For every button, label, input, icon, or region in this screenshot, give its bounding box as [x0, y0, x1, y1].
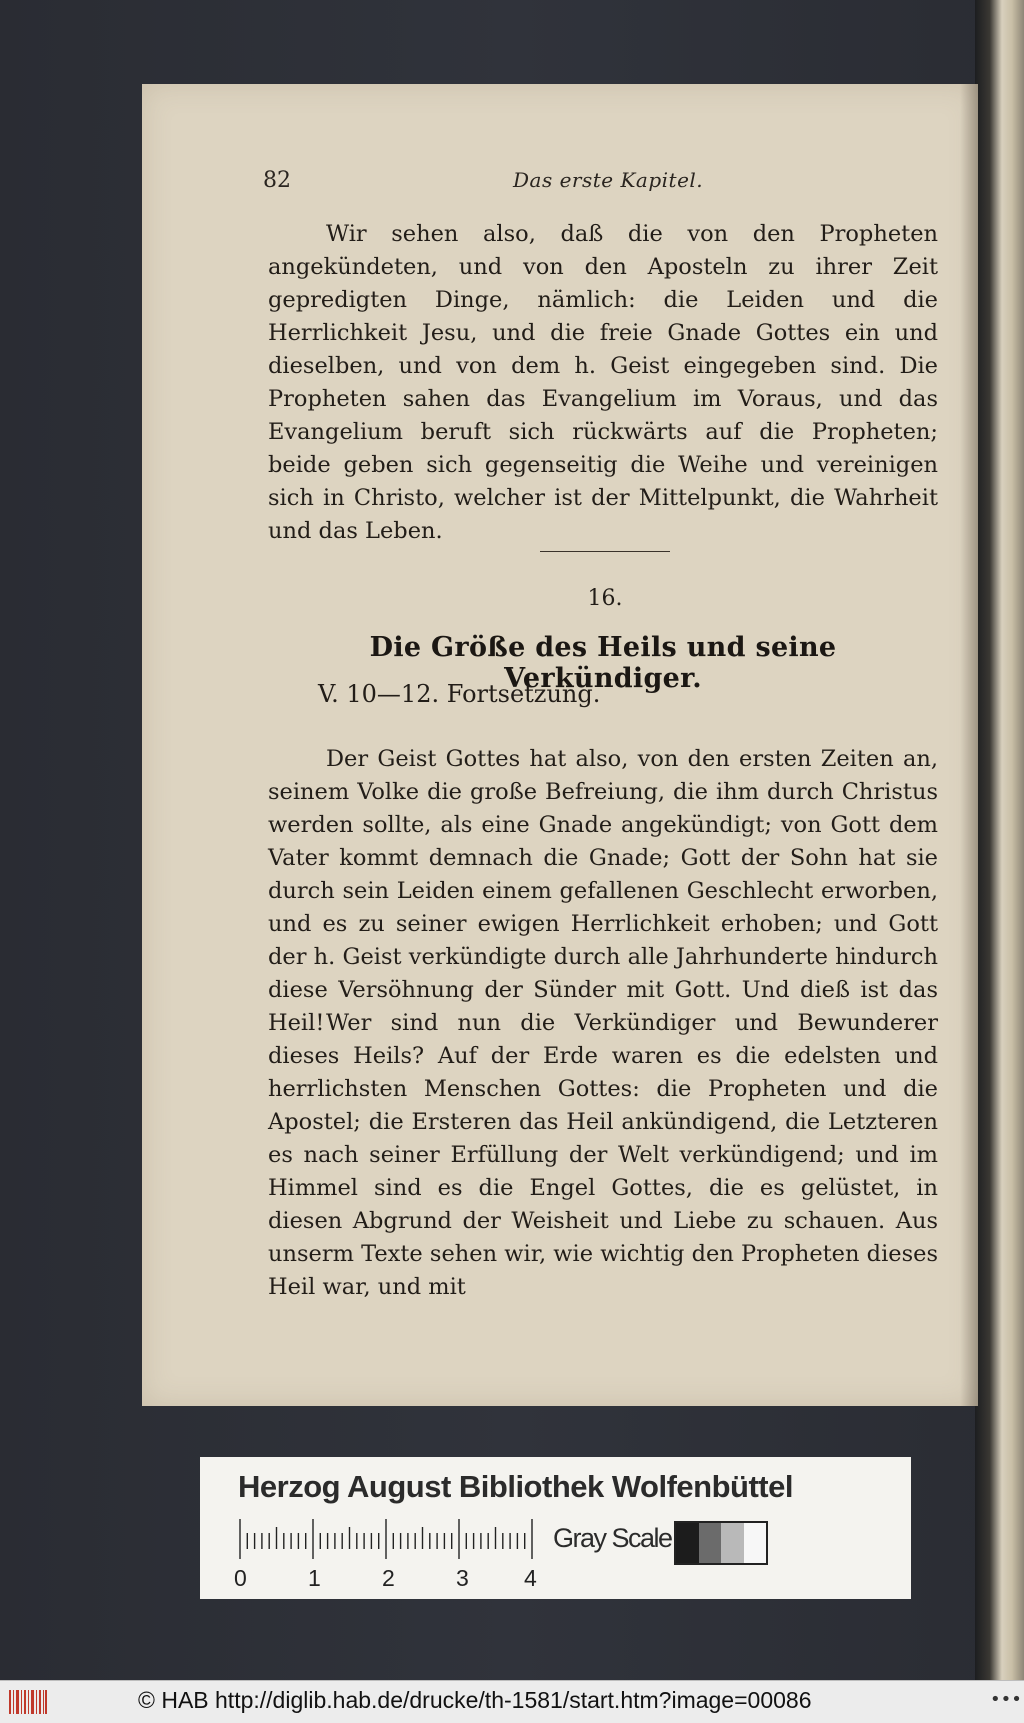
gray-swatch-3: [744, 1523, 767, 1563]
gray-swatch-2: [721, 1523, 744, 1563]
ruler-label-1: 1: [308, 1565, 321, 1591]
paragraph-1: Wir sehen also, daß die von den Propheten angekündeten, und von den Aposteln zu ihrer Zeit gepredigten Dinge, nämlich: die Leiden und die Herrlichkeit Jesu, und die freie Gnade Gottes ein und dieselben, und von dem h. Geist eingegeben sind. Die Propheten sahen das Evangelium im Voraus, und das Evangelium beruft sich rückwärts auf die Propheten; beide geben sich gegenseitig die Weihe und vereinigen sich in Christo, welcher ist der Mittelpunkt, die Wahrheit und das Leben.: [268, 221, 938, 544]
verse-reference: V. 10—12. Fortsetzung.: [318, 680, 601, 708]
barcode-icon: [8, 1687, 48, 1717]
gray-swatch-0: [676, 1523, 699, 1563]
gray-scale-label: Gray Scale: [553, 1523, 672, 1553]
ruler-label-3: 3: [456, 1565, 469, 1591]
more-icon[interactable]: •••: [990, 1689, 1022, 1710]
gray-scale-swatches: [674, 1521, 768, 1565]
chapter-title: Das erste Kapitel.: [513, 168, 704, 192]
section-number: 16.: [587, 586, 623, 611]
gray-swatch-1: [699, 1523, 722, 1563]
ruler-labels: [230, 1565, 550, 1595]
section-heading: Die Größe des Heils und seine Verkündiger.: [369, 632, 837, 694]
section-divider: [540, 551, 670, 552]
ruler-label-4: 4: [524, 1565, 537, 1591]
library-name: Herzog August Bibliothek Wolfenbüttel: [238, 1469, 793, 1504]
paragraph-3: Wer sind nun die Verkündiger und Bewunderer dieses Heils? Auf der Erde waren es die edelsten und herrlichsten Menschen Gottes: die Propheten und die Apostel; die Ersteren das Heil ankündigend, die Letzteren es nach seiner Erfüllung der Welt verkündigend; und im Himmel sind es die Engel Gottes, die es gelüstet, in diesen Abgrund der Weisheit und Liebe zu schauen. Aus unserm Texte sehen wir, wie wichtig den Propheten dieses Heil war, und mit: [268, 1010, 938, 1300]
ruler-scale: [238, 1519, 538, 1559]
footer-credit-link[interactable]: © HAB http://diglib.hab.de/drucke/th-1581/start.htm?image=00086: [138, 1687, 812, 1713]
page-gutter-shadow: [960, 84, 978, 1406]
ruler-label-0: 0: [234, 1565, 247, 1591]
footer-bar: [0, 1680, 1024, 1723]
paragraph-2: Der Geist Gottes hat also, von den ersten Zeiten an, seinem Volke die große Befreiung, die ihm durch Christus werden sollte, als eine Gnade angekündigt; von Gott dem Vater kommt demnach die Gnade; Gott der Sohn hat sie durch sein Leiden einem gefallenen Geschlecht erworben, und es zu seiner ewigen Herrlichkeit erhoben; und Gott der h. Geist verkündigte durch alle Jahrhunderte hindurch diese Versöhnung der Sünder mit Gott. Und dieß ist das Heil!: [268, 746, 938, 1036]
ruler-label-2: 2: [382, 1565, 395, 1591]
page-number: 82: [263, 168, 291, 193]
library-target-strip: [200, 1457, 911, 1599]
running-head: [263, 168, 913, 198]
book-edge: [975, 0, 1024, 1680]
